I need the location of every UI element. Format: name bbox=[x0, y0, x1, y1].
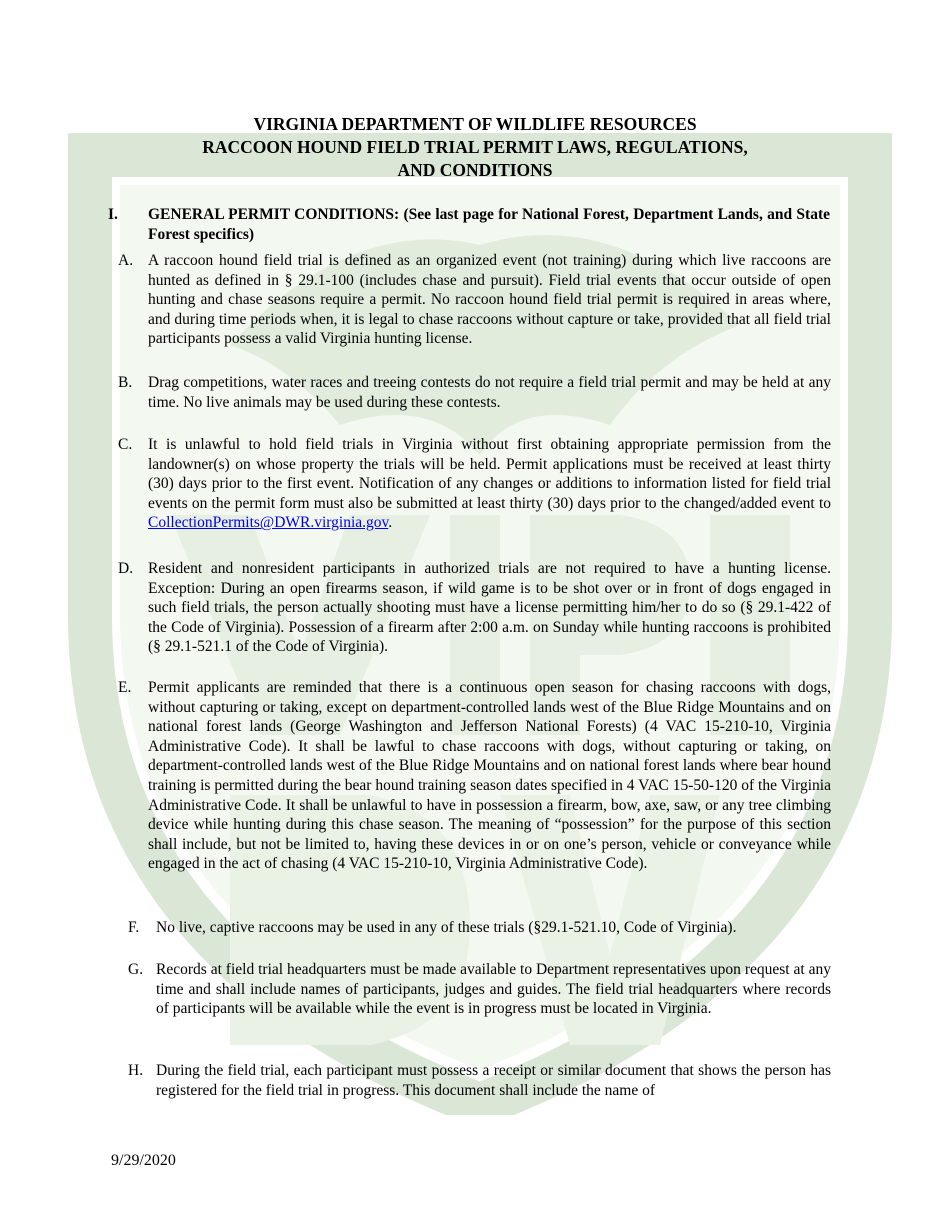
section-number: I. bbox=[108, 206, 118, 223]
item-letter: B. bbox=[118, 374, 133, 391]
item-text: Drag competitions, water races and treeing contests do not require a field trial permit and may be held at any time. No live animals may be used during these contests. bbox=[148, 374, 831, 411]
item-text: Permit applicants are reminded that there is a continuous open season for chasing raccoons with dogs, without capturing or taking, except on department-controlled lands west of the Blue Ridge Mountains and on national forest lands (George Washington and Jefferson National Forests) (4 VAC 15-210-10, Virginia Administrative Code). It shall be lawful to chase raccoons with dogs, without capturing or taking, on department-controlled lands west of the Blue Ridge Mountains and on national forest lands where bear hound training is permitted during the bear hound training season dates specified in 4 VAC 15-50-120 of the Virginia Administrative Code. It shall be unlawful to have in possession a firearm, bow, axe, saw, or any tree climbing device while hunting during this chase season. The meaning of “possession” for the purpose of this section shall include, but not be limited to, having these devices in or on one’s person, vehicle or conveyance while engaged in the act of chasing (4 VAC 15-210-10, Virginia Administrative Code). bbox=[148, 679, 831, 873]
item-text: During the field trial, each participant must possess a receipt or similar document that shows the person has registered for the field trial in progress. This document shall include the name of bbox=[156, 1062, 831, 1099]
item-text: No live, captive raccoons may be used in any of these trials (§29.1-521.10, Code of Virginia). bbox=[156, 919, 737, 936]
section-title: GENERAL PERMIT CONDITIONS: (See last page for National Forest, Department Lands, and State Forest specifics) bbox=[148, 206, 830, 243]
item-text: A raccoon hound field trial is defined as an organized event (not training) during which live raccoons are hunted as defined in § 29.1-100 (includes chase and pursuit). Field trial events that occur outside of open hunting and chase seasons require a permit. No raccoon hound field trial permit is required in areas where, and during time periods when, it is legal to chase raccoons without capture or take, provided that all field trial participants possess a valid Virginia hunting license. bbox=[148, 252, 831, 348]
item-letter: E. bbox=[118, 679, 132, 696]
document-title-line-3: AND CONDITIONS bbox=[397, 160, 553, 180]
item-letter: G. bbox=[128, 961, 144, 978]
document-title-line-1: VIRGINIA DEPARTMENT OF WILDLIFE RESOURCES bbox=[253, 114, 697, 134]
item-letter: F. bbox=[128, 919, 140, 936]
item-text bbox=[148, 435, 831, 533]
item-text-main: It is unlawful to hold field trials in Virginia without first obtaining appropriate permission from the landowner(s) on whose property the trials will be held. Permit applications must be received at least thirty (30) days prior to the first event. Notification of any changes or additions to information listed for field trial events on the permit form must also be submitted at least thirty (30) days prior to the changed/added event to bbox=[148, 436, 831, 512]
item-text: Records at field trial headquarters must be made available to Department representatives upon request at any time and shall include names of participants, judges and guides. The field trial headquarters where records of participants will be available while the event is in progress must be located in Virginia. bbox=[156, 961, 831, 1018]
item-text: Resident and nonresident participants in authorized trials are not required to have a hunting license. Exception: During an open firearms season, if wild game is to be shot over or in front of dogs engaged in such field trials, the person actually shooting must have a license permitting him/her to do so (§ 29.1-422 of the Code of Virginia). Possession of a firearm after 2:00 a.m. on Sunday while hunting raccoons is prohibited (§ 29.1-521.1 of the Code of Virginia). bbox=[148, 560, 831, 656]
item-text-end: . bbox=[388, 514, 393, 532]
item-letter: H. bbox=[128, 1062, 144, 1079]
document-title-line-2: RACCOON HOUND FIELD TRIAL PERMIT LAWS, REGULATIONS, bbox=[202, 137, 748, 157]
footer-date: 9/29/2020 bbox=[111, 1152, 176, 1169]
item-letter: C. bbox=[118, 436, 133, 453]
collection-permits-email-link[interactable]: CollectionPermits@DWR.virginia.gov bbox=[148, 514, 389, 532]
item-letter: A. bbox=[118, 252, 134, 269]
item-letter: D. bbox=[118, 560, 134, 577]
